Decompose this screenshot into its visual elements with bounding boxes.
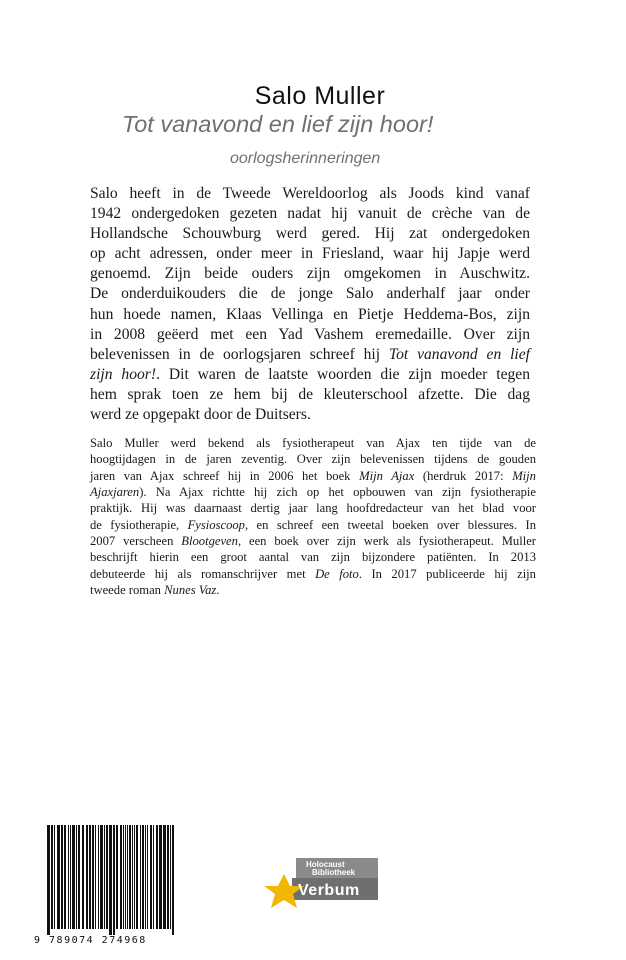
text-line xyxy=(90,451,536,467)
text-run: praktijk. Hij was daarnaast dertig jaar lang hoofdredacteur van het blad voor xyxy=(90,501,536,516)
blurb-paragraph-1 xyxy=(90,184,530,425)
barcode-bar xyxy=(57,825,60,929)
text-line xyxy=(90,582,536,598)
book-title: Tot vanavond en lief zijn hoor! xyxy=(122,111,434,137)
barcode-bar xyxy=(47,825,50,935)
text-run: 1942 ondergedoken gezeten nadat hij vanuit de crèche van de xyxy=(90,205,530,223)
italic-text: Ajaxjaren xyxy=(90,485,140,500)
barcode-bar xyxy=(82,825,84,929)
text-run: 2007 verscheen xyxy=(90,534,182,549)
barcode-bar xyxy=(145,825,146,929)
text-run: ). Na Ajax richtte hij zich op het opbouwen van zijn fysiotherapie xyxy=(139,485,536,500)
text-run: . xyxy=(216,583,220,598)
text-line xyxy=(90,484,536,500)
text-run: genoemd. Zijn beide ouders zijn omgekomen in Auschwitz. xyxy=(90,265,530,283)
barcode-bar xyxy=(64,825,66,929)
text-line xyxy=(90,264,530,284)
barcode-bar xyxy=(116,825,118,929)
text-line xyxy=(90,533,536,549)
text-run: , een boek over zijn werk als fysiotherapeut. Muller xyxy=(237,534,536,549)
text-line xyxy=(90,517,536,533)
text-run: tweede roman xyxy=(90,583,165,598)
text-run: hun hoede namen, Klaas Vellinga en Pietje Heddema-Bos, zijn xyxy=(90,305,530,323)
author-name: Salo Muller xyxy=(254,82,386,110)
barcode-bar xyxy=(51,825,53,929)
barcode-bar xyxy=(153,825,154,929)
barcode-bar xyxy=(104,825,105,929)
barcode-bar xyxy=(172,825,174,935)
logo-label-holocaust: Holocaust xyxy=(306,860,345,869)
barcode-bar xyxy=(127,825,128,929)
text-line xyxy=(90,385,530,405)
text-run: beschrijft hierin een groot aantal van zijn bijzondere patiënten. In 2013 xyxy=(90,550,536,565)
text-run: , en schreef een tweetal boeken over blessures. In xyxy=(244,517,536,532)
barcode-bar xyxy=(72,825,75,929)
barcode-bar xyxy=(136,825,138,929)
text-line xyxy=(90,345,530,365)
text-line xyxy=(90,204,530,224)
publisher-logo xyxy=(262,856,380,928)
barcode-bar xyxy=(163,825,166,929)
text-line xyxy=(90,244,530,264)
barcode-bar xyxy=(113,825,115,935)
italic-text: Mijn Ajax xyxy=(359,468,415,483)
barcode-bar xyxy=(109,825,112,935)
text-line xyxy=(90,566,536,582)
italic-text: Blootgeven xyxy=(181,534,238,549)
text-run: De onderduikouders die de jonge Salo anderhalf jaar onder xyxy=(90,285,530,303)
barcode-bar xyxy=(95,825,96,929)
book-subtitle: oorlogsherinneringen xyxy=(230,150,381,167)
text-line xyxy=(90,365,530,385)
text-run: (herdruk 2017: xyxy=(414,468,513,483)
text-run: debuteerde hij als romanschrijver met xyxy=(90,566,316,581)
barcode-bar xyxy=(134,825,135,929)
isbn-barcode xyxy=(34,825,176,946)
barcode-bar xyxy=(147,825,148,929)
barcode-bar xyxy=(132,825,133,929)
barcode-bar xyxy=(61,825,63,929)
italic-text: Fysioscoop xyxy=(187,517,245,532)
text-run: Salo Muller werd bekend als fysiotherapeut van Ajax ten tijde van de xyxy=(90,436,536,450)
barcode-bar xyxy=(100,825,103,929)
text-line xyxy=(90,549,536,565)
text-line xyxy=(90,325,530,345)
barcode-bar xyxy=(159,825,162,929)
text-line xyxy=(90,405,530,425)
text-line xyxy=(90,284,530,304)
barcode-bar xyxy=(98,825,99,929)
barcode-bar xyxy=(86,825,88,929)
text-line xyxy=(90,224,530,244)
barcode-bar xyxy=(92,825,94,929)
text-line xyxy=(90,305,530,325)
isbn-number: 9 789074 274968 xyxy=(34,935,147,946)
text-run: . Dit waren de laatste woorden die zijn moeder tegen xyxy=(156,365,530,383)
text-run: belevenissen in de oorlogsjaren schreef hij xyxy=(90,345,389,363)
barcode-bar xyxy=(140,825,141,929)
text-run: . In 2017 publiceerde hij zijn xyxy=(358,566,536,581)
barcode-bar xyxy=(167,825,169,929)
text-line xyxy=(90,435,536,451)
barcode-bar xyxy=(170,825,171,929)
barcode-bar xyxy=(68,825,69,929)
barcode-bar xyxy=(70,825,71,929)
text-line xyxy=(90,500,536,516)
italic-text: Nunes Vaz xyxy=(164,583,217,598)
barcode-bar xyxy=(106,825,108,929)
text-run: op acht adressen, onder meer in Friesland, waar hij Japje werd xyxy=(90,245,530,263)
barcode-bar xyxy=(78,825,80,929)
italic-text: Tot vanavond en lief xyxy=(388,345,530,363)
barcode-bar xyxy=(54,825,55,929)
barcode-bar xyxy=(142,825,144,929)
barcode-bar xyxy=(76,825,77,929)
text-run: jaren van Ajax schreef hij in 2006 het boek xyxy=(90,468,360,483)
barcode-bar xyxy=(120,825,122,929)
text-run: Hollandsche Schouwburg werd gered. Hij zat ondergedoken xyxy=(90,225,530,243)
text-run: in 2008 geëerd met een Yad Vashem eremedaille. Over zijn xyxy=(90,325,530,343)
barcode-bar xyxy=(125,825,126,929)
barcode-bars xyxy=(46,825,176,935)
logo-publisher-name: Verbum xyxy=(298,882,360,899)
barcode-bar xyxy=(129,825,131,929)
barcode-bar xyxy=(123,825,124,929)
text-line xyxy=(90,468,536,484)
text-run: hoogtijdagen in de jaren zeventig. Over zijn belevenissen tijdens de gouden xyxy=(90,452,536,467)
italic-text: zijn hoor! xyxy=(90,365,157,383)
text-run: de fysiotherapie, xyxy=(90,517,188,532)
barcode-bar xyxy=(89,825,91,929)
text-run: werd ze opgepakt door de Duitsers. xyxy=(90,406,311,424)
text-run: hem sprak toen ze hem bij de kleuterschool afzette. Die dag xyxy=(90,385,530,403)
text-run: Salo heeft in de Tweede Wereldoorlog als Joods kind vanaf xyxy=(90,185,530,202)
barcode-bar xyxy=(156,825,158,929)
text-line xyxy=(90,184,530,204)
italic-text: Mijn xyxy=(512,468,536,483)
italic-text: De foto xyxy=(315,566,359,581)
logo-label-bibliotheek: Bibliotheek xyxy=(312,868,356,877)
barcode-bar xyxy=(150,825,152,929)
blurb-paragraph-2 xyxy=(90,435,536,598)
